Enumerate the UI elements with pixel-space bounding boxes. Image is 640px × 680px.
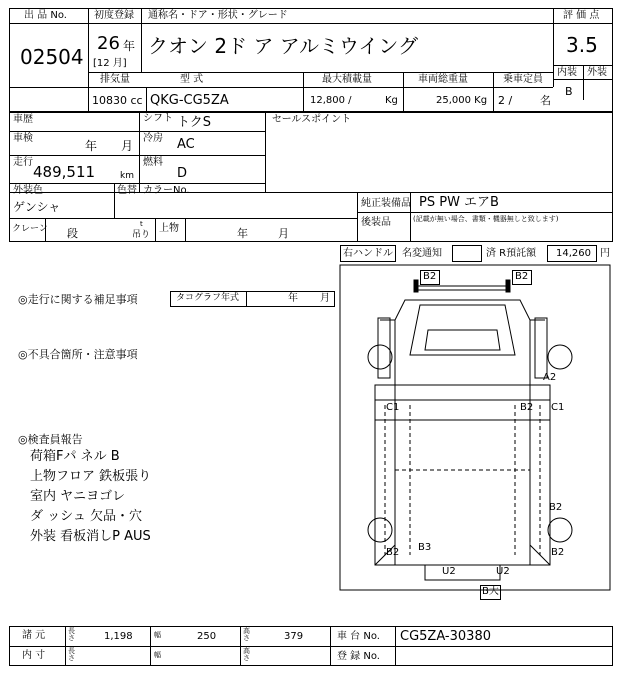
damage-mark: U2 (442, 566, 456, 577)
lot-number: 02504 (20, 45, 84, 69)
damage-mark: B大 (482, 586, 499, 597)
inspection-label: 車検 (13, 133, 33, 144)
model-code-label: 型 式 (180, 74, 204, 85)
damage-mark: C1 (551, 402, 565, 413)
first-registration-label: 初度登録 (94, 10, 134, 21)
shift: トクS (177, 115, 211, 130)
color-label: 外装色 (13, 185, 43, 196)
aircon-label: 冷房 (143, 133, 163, 144)
damage-mark: B3 (418, 542, 432, 553)
upper-month: 月 (278, 227, 289, 240)
cab-outline (395, 300, 530, 385)
registration-number-label: 登 録 No. (337, 651, 380, 662)
report-line: ダ ッシュ 欠品・穴 (30, 509, 143, 524)
overall-score: 3.5 (566, 33, 598, 57)
recycle-label: 済 R預託額 (486, 248, 537, 259)
name-change-label: 名変通知 (402, 248, 442, 259)
capacity: 2 / (498, 94, 513, 107)
sales-point-label: セールスポイント (272, 114, 352, 125)
inner-width-label: 幅 (154, 651, 161, 659)
report-line: 荷箱Fパ ネル B (30, 449, 120, 464)
inspection-year: 年 (85, 139, 98, 153)
tachograph-year: 年 (288, 293, 298, 304)
crane-stage: 段 (67, 227, 78, 240)
front-left-wheel (368, 345, 392, 369)
equipment: PS PW エアB (419, 195, 499, 210)
dimensions-label: 諸 元 (22, 630, 46, 641)
crane-ton: t (140, 220, 143, 228)
chassis-label: 車 台 No. (337, 631, 380, 642)
tachograph-month: 月 (320, 293, 330, 304)
registration-year-unit: 年 (123, 39, 136, 53)
gross-weight-label: 車両総重量 (418, 74, 468, 85)
model-code: QKG-CG5ZA (150, 93, 229, 108)
report-line: 外装 看板消しP AUS (30, 529, 151, 544)
damage-mark: B2 (515, 271, 529, 282)
damage-mark: B2 (520, 402, 534, 413)
front-right-wheel (548, 345, 572, 369)
mirror-stay-left (414, 280, 418, 292)
steering: 右ハンドル (343, 248, 393, 259)
gross-weight: 25,000 Kg (436, 95, 488, 106)
damage-mark: B2 (423, 271, 437, 282)
report-line: 室内 ヤニヨゴレ (30, 489, 126, 504)
damage-mark: C1 (386, 402, 400, 413)
rear-left-wheel (368, 518, 392, 542)
interior-grade-label: 内装 (557, 67, 577, 78)
upper-structure-label: 上物 (159, 223, 179, 234)
vehicle-model-name: クオン 2ド ア アルミウイング (148, 34, 418, 58)
inner-length-label: 長さ (68, 647, 75, 662)
length: 1,198 (104, 631, 133, 642)
height: 379 (284, 631, 304, 642)
recycle-amount: 14,260 (556, 248, 591, 259)
inner-height-label: 高さ (243, 647, 250, 662)
upper-year: 年 (237, 227, 248, 240)
defect-notes-label: ◎不具合箇所・注意事項 (18, 348, 138, 361)
registration-month: [12 月] (93, 58, 127, 69)
damage-mark: B2 (551, 547, 565, 558)
max-load-unit: Kg (385, 95, 398, 106)
registration-year: 26 (97, 33, 120, 54)
vehicle-name-label: 通称名・ドア・形状・グレード (148, 10, 288, 21)
mirror-stay-right (506, 280, 510, 292)
score-label: 評 価 点 (563, 10, 600, 21)
history-label: 車歴 (13, 114, 33, 125)
equipment-label: 純正装備品 (361, 198, 411, 209)
chassis-number: CG5ZA-30380 (400, 629, 491, 644)
color-change-label: 色替 (117, 185, 137, 196)
displacement-label: 排気量 (100, 74, 130, 85)
width-label: 幅 (154, 631, 161, 639)
interior-grade: B (565, 85, 573, 98)
aftermarket-label: 後装品 (361, 217, 391, 228)
report-line: 上物フロア 鉄板張り (30, 469, 152, 484)
yen-unit: 円 (600, 248, 610, 259)
max-load: 12,800 / (310, 95, 352, 106)
capacity-label: 乗車定員 (503, 74, 543, 85)
fuel-label: 燃料 (143, 157, 163, 168)
length-label: 長さ (68, 627, 75, 642)
exterior-grade-label: 外装 (587, 67, 607, 78)
crane-lift: 吊り (132, 230, 151, 240)
diagram-frame (340, 265, 610, 590)
aircon: AC (177, 137, 195, 152)
mileage-unit: km (120, 171, 134, 181)
max-load-label: 最大積載量 (322, 74, 372, 85)
aftermarket-note: (記載が無い場合、書類・機器無しと致します) (413, 215, 559, 223)
damage-mark: A2 (543, 372, 557, 383)
mileage: 489,511 (33, 163, 96, 181)
color-code-label: カラーNo. (143, 185, 190, 196)
color: ゲンシャ (13, 200, 61, 214)
fuel: D (177, 166, 188, 181)
driving-notes-label: ◎走行に関する補足事項 (18, 293, 138, 306)
damage-mark: B2 (386, 547, 400, 558)
displacement: 10830 cc (92, 94, 143, 107)
inner-dimensions-label: 内 寸 (22, 650, 46, 661)
rear-right-wheel (548, 518, 572, 542)
capacity-unit: 名 (540, 94, 551, 107)
lot-label: 出 品 No. (24, 10, 67, 21)
width: 250 (197, 631, 217, 642)
tachograph-label: タコグラフ年式 (176, 293, 240, 303)
damage-mark: B2 (549, 502, 563, 513)
crane-label: クレーン (12, 224, 48, 234)
damage-mark: U2 (496, 566, 510, 577)
shift-label: シフト (143, 113, 173, 124)
mileage-label: 走行 (13, 157, 33, 168)
inspection-month: 月 (121, 139, 134, 153)
height-label: 高さ (243, 627, 250, 642)
inspector-report-label: ◎検査員報告 (18, 433, 83, 446)
